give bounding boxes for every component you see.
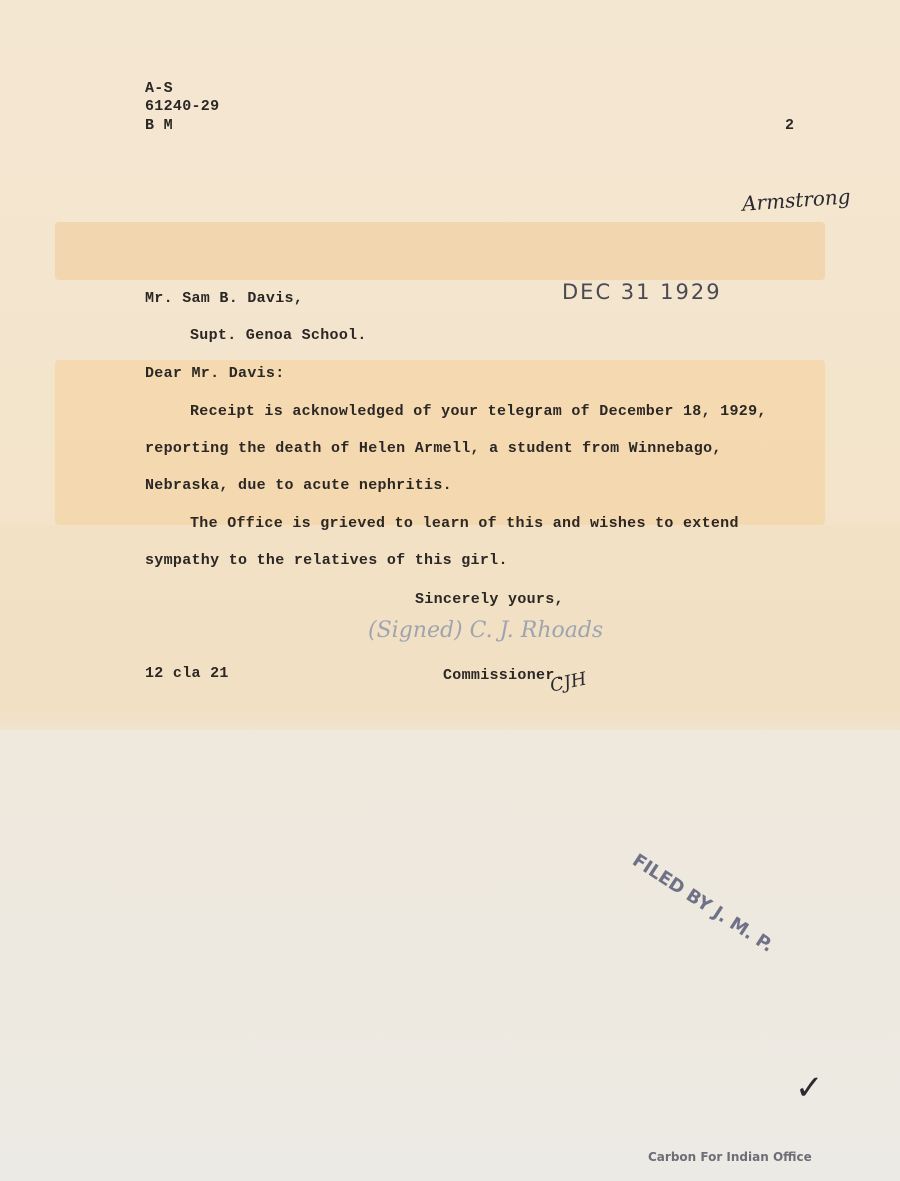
body-line: Nebraska, due to acute nephritis. [145,477,452,494]
paper-stain [55,222,825,280]
check-mark: ✓ [795,1068,824,1108]
typist-initials: B M [145,117,173,134]
body-line: Receipt is acknowledged of your telegram of December 18, 1929, [190,403,767,420]
signature-stamp: (Signed) C. J. Rhoads [368,618,604,643]
body-line: sympathy to the relatives of this girl. [145,552,508,569]
handwritten-name: Armstrong [741,184,852,216]
handwritten-initials: CJH [548,668,589,697]
reference-code: A-S [145,80,173,97]
date-stamp: DEC 31 1929 [562,280,722,304]
carbon-copy-stamp: Carbon For Indian Office [648,1150,812,1164]
signer-title: Commissioner. [443,667,564,684]
body-line: The Office is grieved to learn of this and wishes to extend [190,515,739,532]
reference-number: 61240-29 [145,98,220,115]
page-number: 2 [785,117,795,134]
salutation: Dear Mr. Davis: [145,365,285,382]
filed-by-stamp: FILED BY J. M. P. [628,850,778,957]
recipient-name: Mr. Sam B. Davis, [145,290,304,307]
file-code: 12 cla 21 [145,665,229,682]
recipient-title: Supt. Genoa School. [190,327,367,344]
closing: Sincerely yours, [415,591,564,608]
body-line: reporting the death of Helen Armell, a student from Winnebago, [145,440,722,457]
